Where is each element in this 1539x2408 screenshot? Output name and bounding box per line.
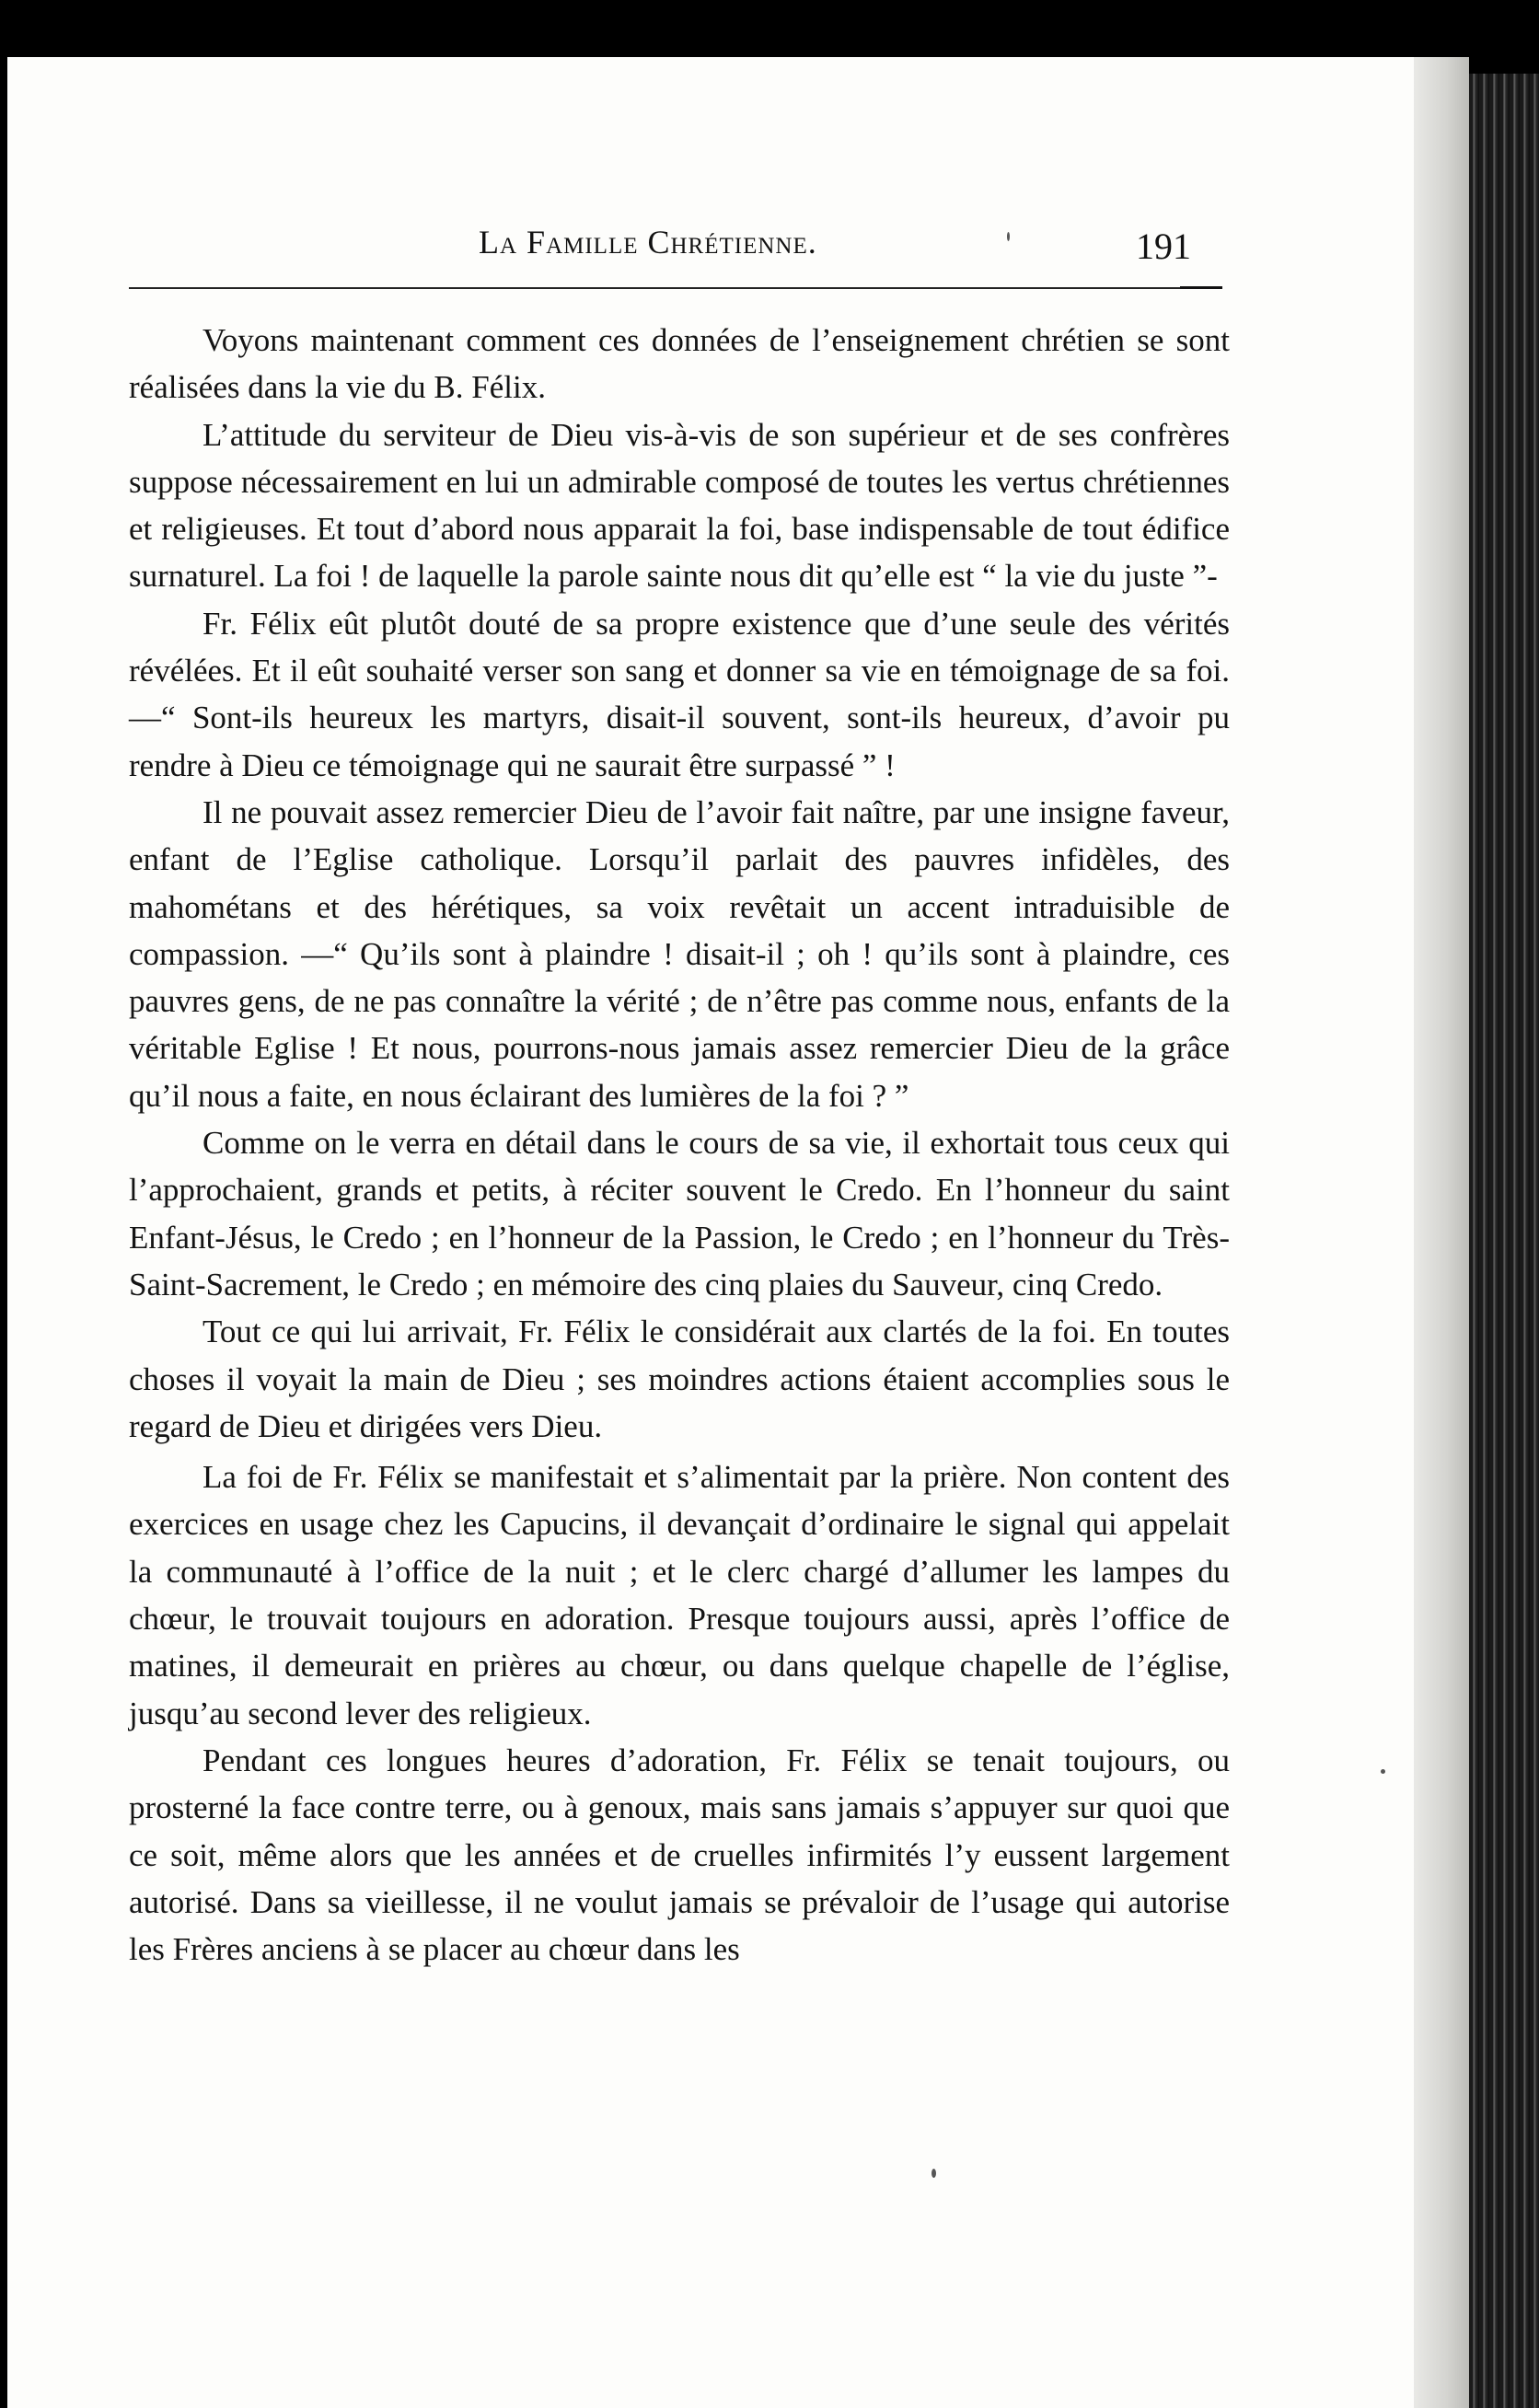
header-rule-end [1180, 286, 1222, 289]
paragraph: Il ne pouvait assez remercier Dieu de l’avoir fait naître, par une insigne faveur, enfant de l’Eglise catholique. Lorsqu’il parlait des pauvres infidèles, des mahométans et des hérétiques, sa voix revêtait un accent intraduisible de compassion. —“ Qu’ils sont à plaindre ! disait-il ; oh ! qu’ils sont à plaindre, ces pauvres gens, de ne pas connaître la vérité ; de n’être pas comme nous, enfants de la véritable Eglise ! Et nous, pourrons-nous jamais assez remercier Dieu de la grâce qu’il nous a faite, en nous éclairant des lumières de la foi ? ” [129, 793, 1230, 1114]
running-title: La Famille Chrétienne. [479, 224, 817, 260]
print-speck [932, 2169, 936, 2178]
print-speck [1381, 1769, 1385, 1774]
page-gutter-shadow [1414, 57, 1469, 2408]
body-text [129, 317, 1230, 1973]
print-speck [1007, 232, 1010, 241]
paragraph: La foi de Fr. Félix se manifestait et s’alimentait par la prière. Non content des exercices en usage chez les Capucins, il devançait d’ordinaire le signal qui appelait la communauté à l’office de la nuit ; et le clerc chargé d’allumer les lampes du chœur, le trouvait toujours en adoration. Presque toujours aussi, après l’office de matines, il demeurait en prières au chœur, ou dans quelque chapelle de l’église, jusqu’au second lever des religieux. [129, 1459, 1230, 1731]
paragraph: Pendant ces longues heures d’adoration, Fr. Félix se tenait toujours, ou prosterné la face contre terre, ou à genoux, mais sans jamais s’appuyer sur quoi que ce soit, même alors que les années et de cruelles infirmités l’y eussent largement autorisé. Dans sa vieillesse, il ne voulut jamais se prévaloir de l’usage qui autorise les Frères anciens à se placer au chœur dans les [129, 1742, 1230, 1968]
page-number: 191 [1136, 226, 1191, 267]
paragraph: Fr. Félix eût plutôt douté de sa propre existence que d’une seule des vérités révélées. Et il eût souhaité verser son sang et donner sa vie en témoignage de sa foi. —“ Sont-ils heureux les martyrs, disait-il souvent, sont-ils heureux, d’avoir pu rendre à Dieu ce témoignage qui ne saurait être surpassé ” ! [129, 605, 1230, 783]
page-edges [1469, 74, 1539, 2408]
paragraph: L’attitude du serviteur de Dieu vis-à-vis de son supérieur et de ses confrères suppose nécessairement en lui un admirable composé de toutes les vertus chrétiennes et religieuses. Et tout d’abord nous apparait la foi, base indispensable de tout édifice surnaturel. La foi ! de laquelle la parole sainte nous dit qu’elle est “ la vie du juste ”- [129, 416, 1230, 595]
header-rule [129, 287, 1222, 289]
paragraph: Tout ce qui lui arrivait, Fr. Félix le considérait aux clartés de la foi. En toutes choses il voyait la main de Dieu ; ses moindres actions étaient accomplies sous le regard de Dieu et dirigées vers Dieu. [129, 1314, 1230, 1444]
paragraph: Comme on le verra en détail dans le cours de sa vie, il exhortait tous ceux qui l’approchaient, grands et petits, à réciter souvent le Credo. En l’honneur du saint Enfant-Jésus, le Credo ; en l’honneur de la Passion, le Credo ; en l’honneur du Très-Saint-Sacrement, le Credo ; en mémoire des cinq plaies du Sauveur, cinq Credo. [129, 1125, 1230, 1302]
paragraph: Voyons maintenant comment ces données de l’enseignement chrétien se sont réalisées dans la vie du B. Félix. [129, 322, 1230, 406]
